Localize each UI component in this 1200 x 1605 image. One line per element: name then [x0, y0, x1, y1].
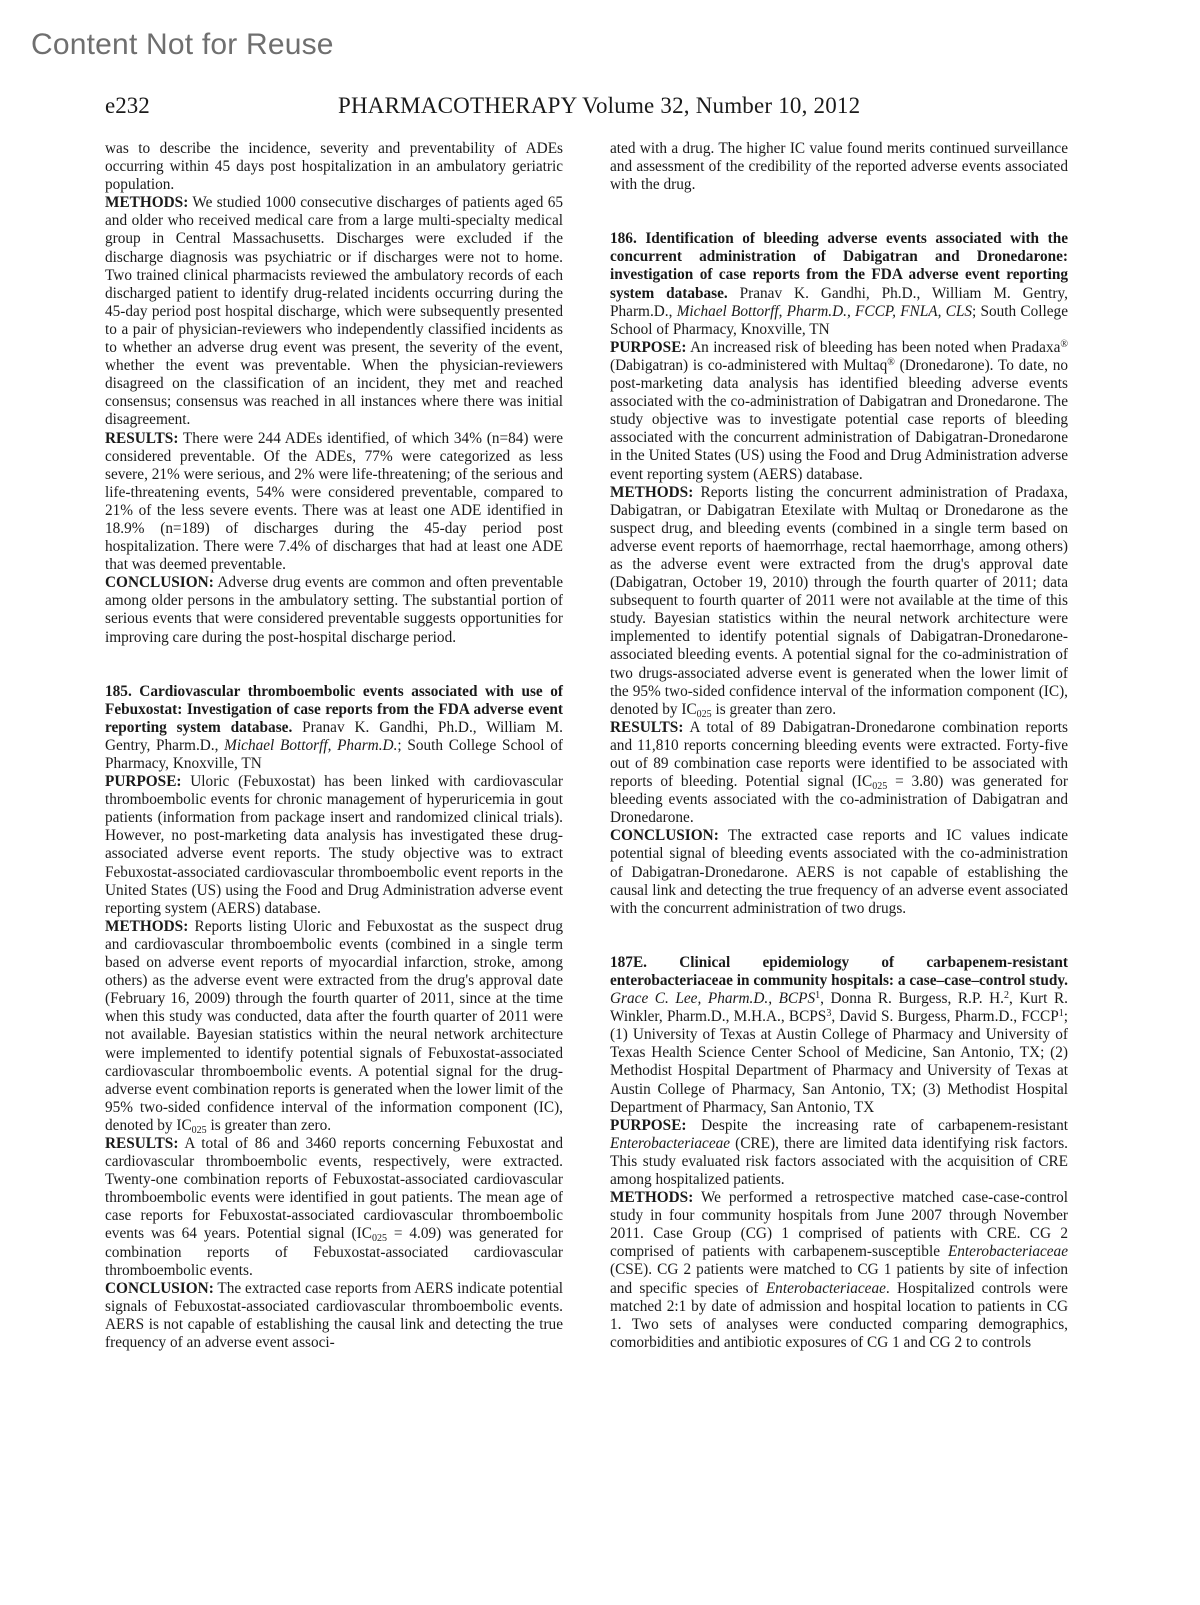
methods-label: METHODS:: [105, 194, 189, 212]
methods-label: METHODS:: [610, 483, 694, 501]
presenting-author: Michael Bottorff, Pharm.D.: [224, 736, 398, 754]
methods-label: METHODS:: [105, 917, 189, 935]
abstract-title: 186. Identification of bleeding adverse events associated with the concurrent administration of Dabigatran and Dronedarone: investigation of case reports from the FDA adverse event reporting system database.: [610, 230, 1068, 302]
continued-abstract: [105, 140, 563, 194]
purpose-text: An increased risk of bleeding has been noted when Pradaxa: [686, 338, 1061, 356]
results-text: There were 244 ADEs identified, of which 34% (n=84) were considered preventable. Of the ADEs, 77% were categorized as less severe, 21% were serious, and 2% were life-threatening; of the serious and life-threatening events, 54% were considered preventable, compared to 21% of the less severe events. There was at least one ADE identified in 18.9% (n=189) of discharges during the 45-day period post hospitalization. There were 7.4% of discharges that had at least one ADE that was deemed preventable.: [105, 429, 563, 574]
subscript: 025: [696, 708, 712, 720]
results-text: = 3.80) was generated for bleeding events associated with the co-administration of Dabigatran and Dronedarone.: [610, 773, 1068, 827]
organism-name: Enterobacteriaceae: [610, 1134, 731, 1152]
results-label: RESULTS:: [610, 718, 684, 736]
purpose-paragraph: [105, 773, 563, 918]
affiliation-marker: 3: [826, 1008, 832, 1020]
purpose-label: PURPOSE:: [610, 1116, 687, 1134]
conclusion-label: CONCLUSION:: [105, 1279, 214, 1297]
purpose-text: Despite the increasing rate of carbapenem-resistant: [686, 1116, 1068, 1134]
subscript: 025: [191, 1124, 207, 1136]
abstract-186-heading: [610, 230, 1068, 339]
purpose-text: Uloric (Febuxostat) has been linked with cardiovascular thromboembolic events for chronic management of hyperuricemia in gout patients (information from package insert and randomized clinical trials). However, no post-marketing data analysis has investigated these drug-associated adverse event reports. The study objective was to extract Febuxostat-associated cardiovascular thromboembolic event reports in the United States (US) using the Food and Drug Administration adverse event reporting system (AERS) database.: [105, 773, 563, 917]
purpose-paragraph: [610, 1117, 1068, 1189]
abstract-title: 185. Cardiovascular thromboembolic events associated with use of Febuxostat: Investigation of case reports from the FDA adverse event reporting system database.: [105, 682, 563, 736]
running-head: PHARMACOTHERAPY Volume 32, Number 10, 2012: [338, 93, 861, 118]
affiliation-marker: 1: [1058, 1008, 1064, 1020]
conclusion-text: The extracted case reports from AERS indicate potential signals of Febuxostat-associated cardiovascular thromboembolic events. AERS is not capable of establishing the causal link and detecting the true frequency of an adverse event associ-: [105, 1279, 563, 1351]
conclusion-paragraph: [610, 827, 1068, 917]
methods-text: Reports listing the concurrent administration of Pradaxa, Dabigatran, or Dabigatran Etexilate with Multaq or Dronedarone as the suspect drug, and bleeding events (combined in a single term based on adverse event reports of haemorrhage, rectal haemorrhage, among others) as the adverse event were extracted from the drug's approval date (Dabigatran, October 19, 2010) through the fourth quarter of 2011; data subsequent to fourth quarter of 2011 were not available at the time of this study. Bayesian statistics within the neural network architecture were implemented to identify potential signals of Dabigatran-Dronedarone-associated bleeding events. A potential signal for the co-administration of two drugs-associated adverse event is generated when the lower limit of the 95% two-sided confidence interval of the information component (IC), denoted by IC: [610, 483, 1068, 718]
affiliation: ; South College School of Pharmacy, Knoxville, TN: [105, 736, 563, 772]
section-gap: [105, 647, 563, 683]
results-paragraph: [105, 1135, 563, 1280]
conclusion-label: CONCLUSION:: [105, 574, 214, 592]
registered-mark: ®: [887, 356, 895, 368]
results-text: A total of 86 and 3460 reports concerning Febuxostat and cardiovascular thromboembolic events, respectively, were extracted. Twenty-one combination reports of Febuxostat-associated cardiovascular thromboembolic events were identified in gout patients. The mean age of case reports for Febuxostat-associated cardiovascular thromboembolic events was 64 years. Potential signal (IC: [105, 1134, 563, 1243]
methods-label: METHODS:: [610, 1189, 694, 1207]
methods-text: We performed a retrospective matched case-case-control study in four community hospitals from June 2007 through November 2011. Case Group (CG) 1 comprised of patients with CRE. CG 2 comprised of patients with carbapenem-susceptible: [610, 1189, 1068, 1261]
conclusion-text: The extracted case reports and IC values indicate potential signal of bleeding events associated with the co-administration of Dabigatran-Dronedarone. AERS is not capable of establishing the causal link and detecting the true frequency of an adverse event associated with the concurrent administration of two drugs.: [610, 827, 1068, 917]
registered-mark: ®: [1060, 338, 1068, 350]
purpose-label: PURPOSE:: [610, 338, 687, 356]
conclusion-paragraph: [105, 574, 563, 646]
abstract-187e-heading: [610, 954, 1068, 1117]
methods-text: is greater than zero.: [711, 700, 837, 718]
methods-paragraph: [105, 194, 563, 429]
purpose-text: (CRE), there are limited data identifying risk factors. This study evaluated risk factors associated with the acquisition of CRE among hospitalized patients.: [610, 1134, 1068, 1188]
results-text: = 4.09) was generated for combination reports of Febuxostat-associated cardiovascular thromboembolic events.: [105, 1225, 563, 1279]
continued-text: was to describe the incidence, severity and preventability of ADEs occurring within 45 days post hospitalization in an ambulatory geriatric population.: [105, 140, 563, 194]
conclusion-text: Adverse drug events are common and often preventable among older persons in the ambulatory setting. The substantial portion of serious events that were considered preventable suggests opportunities for improving care during the post-hospital discharge period.: [105, 574, 563, 646]
conclusion-paragraph: [105, 1280, 563, 1352]
methods-text: We studied 1000 consecutive discharges of patients aged 65 and older who received medical care from a large multi-specialty medical group in Central Massachusetts. Discharges were excluded if the discharge diagnosis was psychiatric or if discharges were not to home. Two trained clinical pharmacists reviewed the ambulatory records of each discharged patient to identify drug-related incidents occurring during the 45-day period post hospital discharge, which were subsequently presented to a pair of physician-reviewers who independently classified incidents as to whether an adverse drug event was present, the severity of the event, whether the event was preventable. When the physician-reviewers disagreed on the classification of an incident, they met and reached consensus; consensus was reached in all instances where there was initial disagreement.: [105, 194, 563, 429]
presenting-author: Grace C. Lee, Pharm.D., BCPS: [610, 990, 816, 1008]
subscript: 025: [371, 1233, 387, 1245]
results-paragraph: [105, 430, 563, 575]
section-gap: [610, 918, 1068, 954]
methods-paragraph: [610, 1189, 1068, 1352]
results-paragraph: [610, 719, 1068, 828]
left-column: [105, 140, 563, 1352]
continued-abstract: [610, 140, 1068, 194]
organism-name: Enterobacteriaceae: [947, 1243, 1068, 1261]
abstract-185-heading: [105, 683, 563, 773]
purpose-label: PURPOSE:: [105, 773, 182, 791]
methods-text: is greater than zero.: [206, 1116, 332, 1134]
results-label: RESULTS:: [105, 1134, 179, 1152]
continued-text: ated with a drug. The higher IC value found merits continued surveillance and assessment of the credibility of the reported adverse events associated with the drug.: [610, 140, 1068, 194]
methods-text: Reports listing Uloric and Febuxostat as the suspect drug and cardiovascular thromboembolic events (combined in a single term based on adverse event reports of myocardial infarction, stroke, among others) as the adverse event were extracted from the drug's approval date (February 16, 2009) through the fourth quarter of 2011, since at the time when this study was conducted, data after the fourth quarter of 2011 were not available. Bayesian statistics within the neural network architecture were implemented to identify potential signals of Febuxostat-associated cardiovascular thromboembolic events. A potential signal for the drug-adverse event combination reports is generated when the lower limit of the 95% two-sided confidence interval of the information component (IC), denoted by IC: [105, 917, 563, 1134]
purpose-paragraph: [610, 339, 1068, 484]
methods-paragraph: [105, 918, 563, 1135]
authors: Pranav K. Gandhi, Ph.D., William M. Gentry, Pharm.D.,: [610, 284, 1068, 320]
authors: Pranav K. Gandhi, Ph.D., William M. Gentry, Pharm.D.,: [105, 718, 563, 754]
purpose-text: (Dronedarone). To date, no post-marketing data analysis has identified bleeding adverse events associated with the co-administration of Dabigatran and Dronedarone. The study objective was to investigate potential case reports of bleeding associated with the concurrent administration of Dabigatran-Dronedarone in the United States (US) using the Food and Drug Administration adverse event reporting system (AERS) database.: [610, 356, 1068, 483]
methods-text: (CSE). CG 2 patients were matched to CG 1 patients by site of infection and specific species of: [610, 1261, 1068, 1297]
conclusion-label: CONCLUSION:: [610, 827, 719, 845]
methods-paragraph: [610, 484, 1068, 719]
presenting-author: Michael Bottorff, Pharm.D., FCCP, FNLA, CLS: [676, 302, 973, 320]
methods-text: . Hospitalized controls were matched 2:1 by date of admission and hospital location to patients in CG 1. Two sets of analyses were conducted comparing demographics, comorbidities and antibiotic exposures of CG 1 and CG 2 to controls: [610, 1279, 1068, 1351]
affiliations: ; (1) University of Texas at Austin College of Pharmacy and University of Texas Health Science Center School of Medicine, San Antonio, TX; (2) Methodist Hospital Department of Pharmacy and University of Texas at Austin College of Pharmacy, San Antonio, TX; (3) Methodist Hospital Department of Pharmacy, San Antonio, TX: [610, 1008, 1069, 1116]
author: , Donna R. Burgess, R.P. H.: [820, 990, 1004, 1008]
right-column: [610, 140, 1068, 1352]
subscript: 025: [872, 781, 888, 793]
abstract-title: 187E. Clinical epidemiology of carbapenem-resistant enterobacteriaceae in community hospitals: a case–case–control study.: [610, 953, 1068, 989]
section-gap: [610, 194, 1068, 230]
author: , Kurt R. Winkler, Pharm.D., M.H.A., BCPS: [610, 990, 1068, 1026]
affiliation-marker: 1: [815, 990, 821, 1002]
affiliation-marker: 2: [1003, 990, 1009, 1002]
results-label: RESULTS:: [105, 429, 179, 447]
page-number: e232: [105, 93, 150, 118]
organism-name: Enterobacteriaceae: [765, 1279, 886, 1297]
purpose-text: (Dabigatran) is co-administered with Multaq: [610, 356, 888, 374]
results-text: A total of 89 Dabigatran-Dronedarone combination reports and 11,810 reports concerning bleeding events were extracted. Forty-five out of 89 combination case reports were identified to be associated with reports of bleeding. Potential signal (IC: [610, 718, 1068, 791]
author: , David S. Burgess, Pharm.D., FCCP: [831, 1008, 1059, 1026]
affiliation: ; South College School of Pharmacy, Knoxville, TN: [610, 302, 1068, 338]
watermark: Content Not for Reuse: [31, 28, 334, 61]
